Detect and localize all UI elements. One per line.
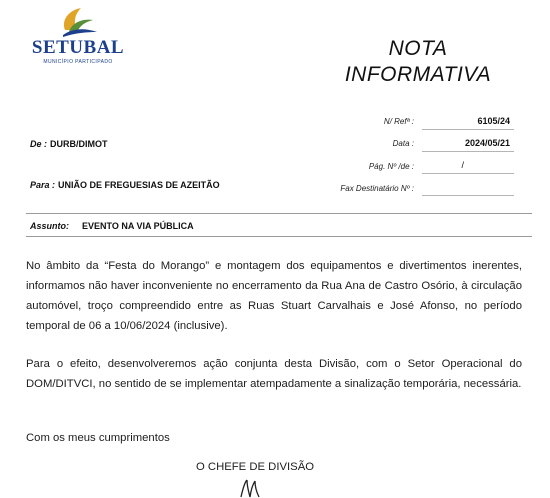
subject-label: Assunto: [30,221,69,231]
subject-rule-bottom [26,236,532,237]
body-paragraph-2: Para o efeito, desenvolveremos ação conjunta desta Divisão, com o Setor Operacional do DOM/DITVCI, no sentido de se implementar atempadamente a sinalização temporária, necessária. [26,358,522,390]
subject-value: EVENTO NA VIA PÚBLICA [82,221,194,231]
body-paragraph-1: No âmbito da “Festa do Morango” e montagem dos equipamentos e divertimentos inerentes, informamos não haver inconveniente no encerramento da Rua Ana de Castro Osório, à circulação automóvel, troço compreendido entre as Ruas Stuart Carvalhais e José Afonso, no período temporal de 06 a 10/06/2024 (inclusive). [26,260,522,332]
page-underline [422,173,514,174]
fax-underline [422,195,514,196]
ref-value: 6105/24 [477,116,510,126]
closing-greeting: Com os meus cumprimentos [26,432,170,444]
to-value: UNIÃO DE FREGUESIAS DE AZEITÃO [58,180,220,190]
date-label: Data : [392,139,414,148]
from-label: De : [30,139,48,149]
date-value: 2024/05/21 [464,138,510,148]
title-line-2: INFORMATIVA [344,63,492,86]
subject-rule-top [26,213,532,214]
page-value: / [461,160,464,170]
date-underline [422,151,514,152]
logo-emblem-icon [59,6,99,38]
signatory-title: O CHEFE DE DIVISÃO [196,461,315,473]
logo-wordmark: SETUBAL [31,37,125,58]
to-label: Para : [30,180,56,190]
ref-label: N/ Refª : [383,117,414,126]
page-label: Pág. Nº /de : [368,162,414,171]
logo-tagline: MUNICÍPIO PARTICIPADO [43,59,113,65]
title-line-1: NOTA [388,37,448,60]
signature-mark [238,478,262,498]
ref-underline [422,129,514,130]
fax-label: Fax Destinatário Nº : [340,184,414,193]
document-title [318,36,518,88]
from-value: DURB/DIMOT [50,139,108,149]
setubal-logo [28,6,128,70]
